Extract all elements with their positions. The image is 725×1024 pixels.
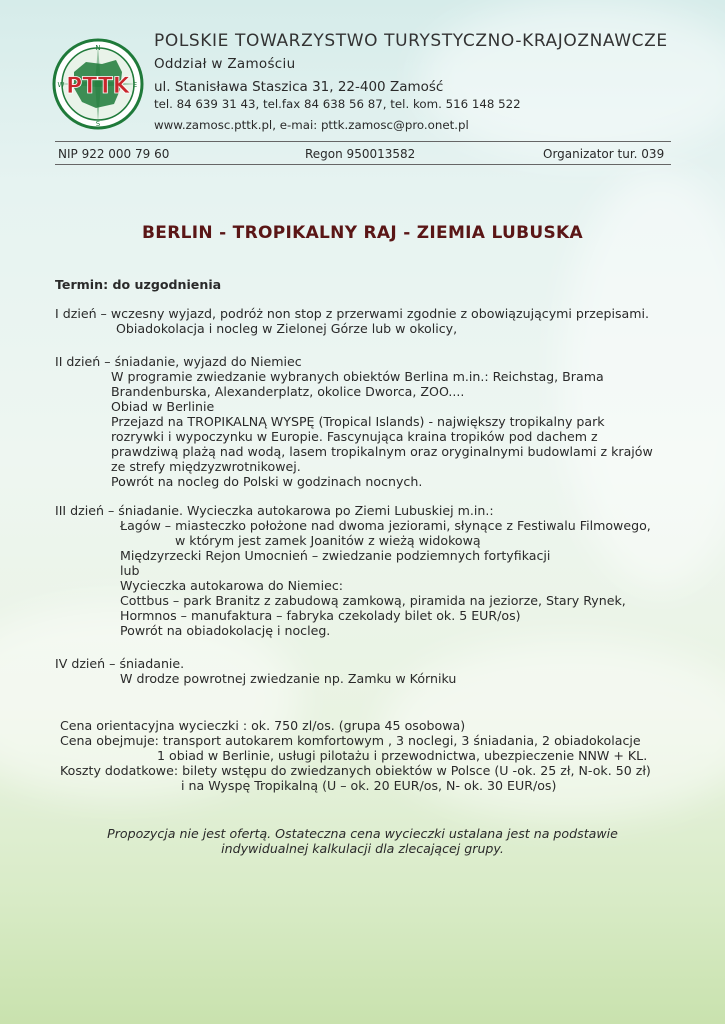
compass-w: W [57,81,65,89]
department: Oddział w Zamościu [154,56,296,72]
day2-line: Brandenburska, Alexanderplatz, okolice Dworca, ZOO.... [111,384,465,399]
day3-line: w którym jest zamek Joanitów z wieżą widokową [175,533,481,548]
day3-line: Łagów – miasteczko położone nad dwoma jeziorami, słynące z Festiwalu Filmowego, [120,518,651,533]
termin: Termin: do uzgodnienia [55,277,222,292]
day4-line: IV dzień – śniadanie. [55,656,185,671]
day2-line: Obiad w Berlinie [111,399,215,414]
web-email[interactable]: www.zamosc.pttk.pl, e-mai: pttk.zamosc@pro.onet.pl [154,118,469,132]
day2-line: rozrywki i wypoczynku w Europie. Fascynująca kraina tropików pod dachem z [111,429,598,444]
compass-e: E [132,81,138,89]
day2-line: W programie zwiedzanie wybranych obiektów Berlina m.in.: Reichstag, Brama [111,369,604,384]
day1-line: I dzień – wczesny wyjazd, podróż non stop z przerwami zgodnie z obowiązującymi przepisami. [55,306,650,321]
price-line: Cena orientacyjna wycieczki : ok. 750 zl/os. (grupa 45 osobowa) [60,718,466,733]
day2-line: Powrót na nocleg do Polski w godzinach nocnych. [111,474,423,489]
pttk-logo [52,38,144,130]
day2-line: ze strefy międzyzwrotnikowej. [111,459,301,474]
compass-n: N [95,44,101,52]
phones: tel. 84 639 31 43, tel.fax 84 638 56 87, tel. kom. 516 148 522 [154,97,521,111]
day3-line: Międzyrzecki Rejon Umocnień – zwiedzanie podziemnych fortyfikacji [120,548,551,563]
day3-line: Hormnos – manufaktura – fabryka czekolady bilet ok. 5 EUR/os) [120,608,521,623]
price-line: Koszty dodatkowe: bilety wstępu do zwiedzanych obiektów w Polsce (U -ok. 25 zł, N-ok. 50 zł) [60,763,651,778]
header-divider-top [55,141,671,142]
price-line: Cena obejmuje: transport autokarem komfortowym , 3 noclegi, 3 śniadania, 2 obiadokolacje [60,733,641,748]
page-title: BERLIN - TROPIKALNY RAJ - ZIEMIA LUBUSKA [142,223,583,243]
address: ul. Stanisława Staszica 31, 22-400 Zamość [154,79,444,95]
disclaimer-line: indywidualnej kalkulacji dla zlecającej grupy. [221,841,504,856]
day2-line: Przejazd na TROPIKALNĄ WYSPĘ (Tropical Islands) - największy tropikalny park [111,414,605,429]
day3-line: lub [120,563,140,578]
org-name: POLSKIE TOWARZYSTWO TURYSTYCZNO-KRAJOZNAWCZE [154,31,668,51]
day2-line: II dzień – śniadanie, wyjazd do Niemiec [55,354,302,369]
logo-text: PTTK [66,74,130,99]
day4-line: W drodze powrotnej zwiedzanie np. Zamku w Kórniku [120,671,457,686]
day3-line: Wycieczka autokarowa do Niemiec: [120,578,343,593]
disclaimer-line: Propozycja nie jest ofertą. Ostateczna cena wycieczki ustalana jest na podstawie [107,826,618,841]
day3-line: III dzień – śniadanie. Wycieczka autokarowa po Ziemi Lubuskiej m.in.: [55,503,494,518]
organizer-number: Organizator tur. 039 [543,147,665,161]
day3-line: Powrót na obiadokolację i nocleg. [120,623,331,638]
day3-line: Cottbus – park Branitz z zabudową zamkową, piramida na jeziorze, Stary Rynek, [120,593,626,608]
price-line: i na Wyspę Tropikalną (U – ok. 20 EUR/os, N- ok. 30 EUR/os) [181,778,557,793]
header-divider-bottom [55,164,671,165]
compass-s: S [95,120,101,128]
price-line: 1 obiad w Berlinie, usługi pilotażu i przewodnictwa, ubezpieczenie NNW + KL. [157,748,648,763]
regon: Regon 950013582 [305,147,416,161]
day1-line: Obiadokolacja i nocleg w Zielonej Górze lub w okolicy, [116,321,458,336]
nip: NIP 922 000 79 60 [58,147,170,161]
day2-line: prawdziwą plażą nad wodą, lasem tropikalnym oraz oryginalnymi budowlami z krajów [111,444,653,459]
background-cloud [420,0,725,160]
